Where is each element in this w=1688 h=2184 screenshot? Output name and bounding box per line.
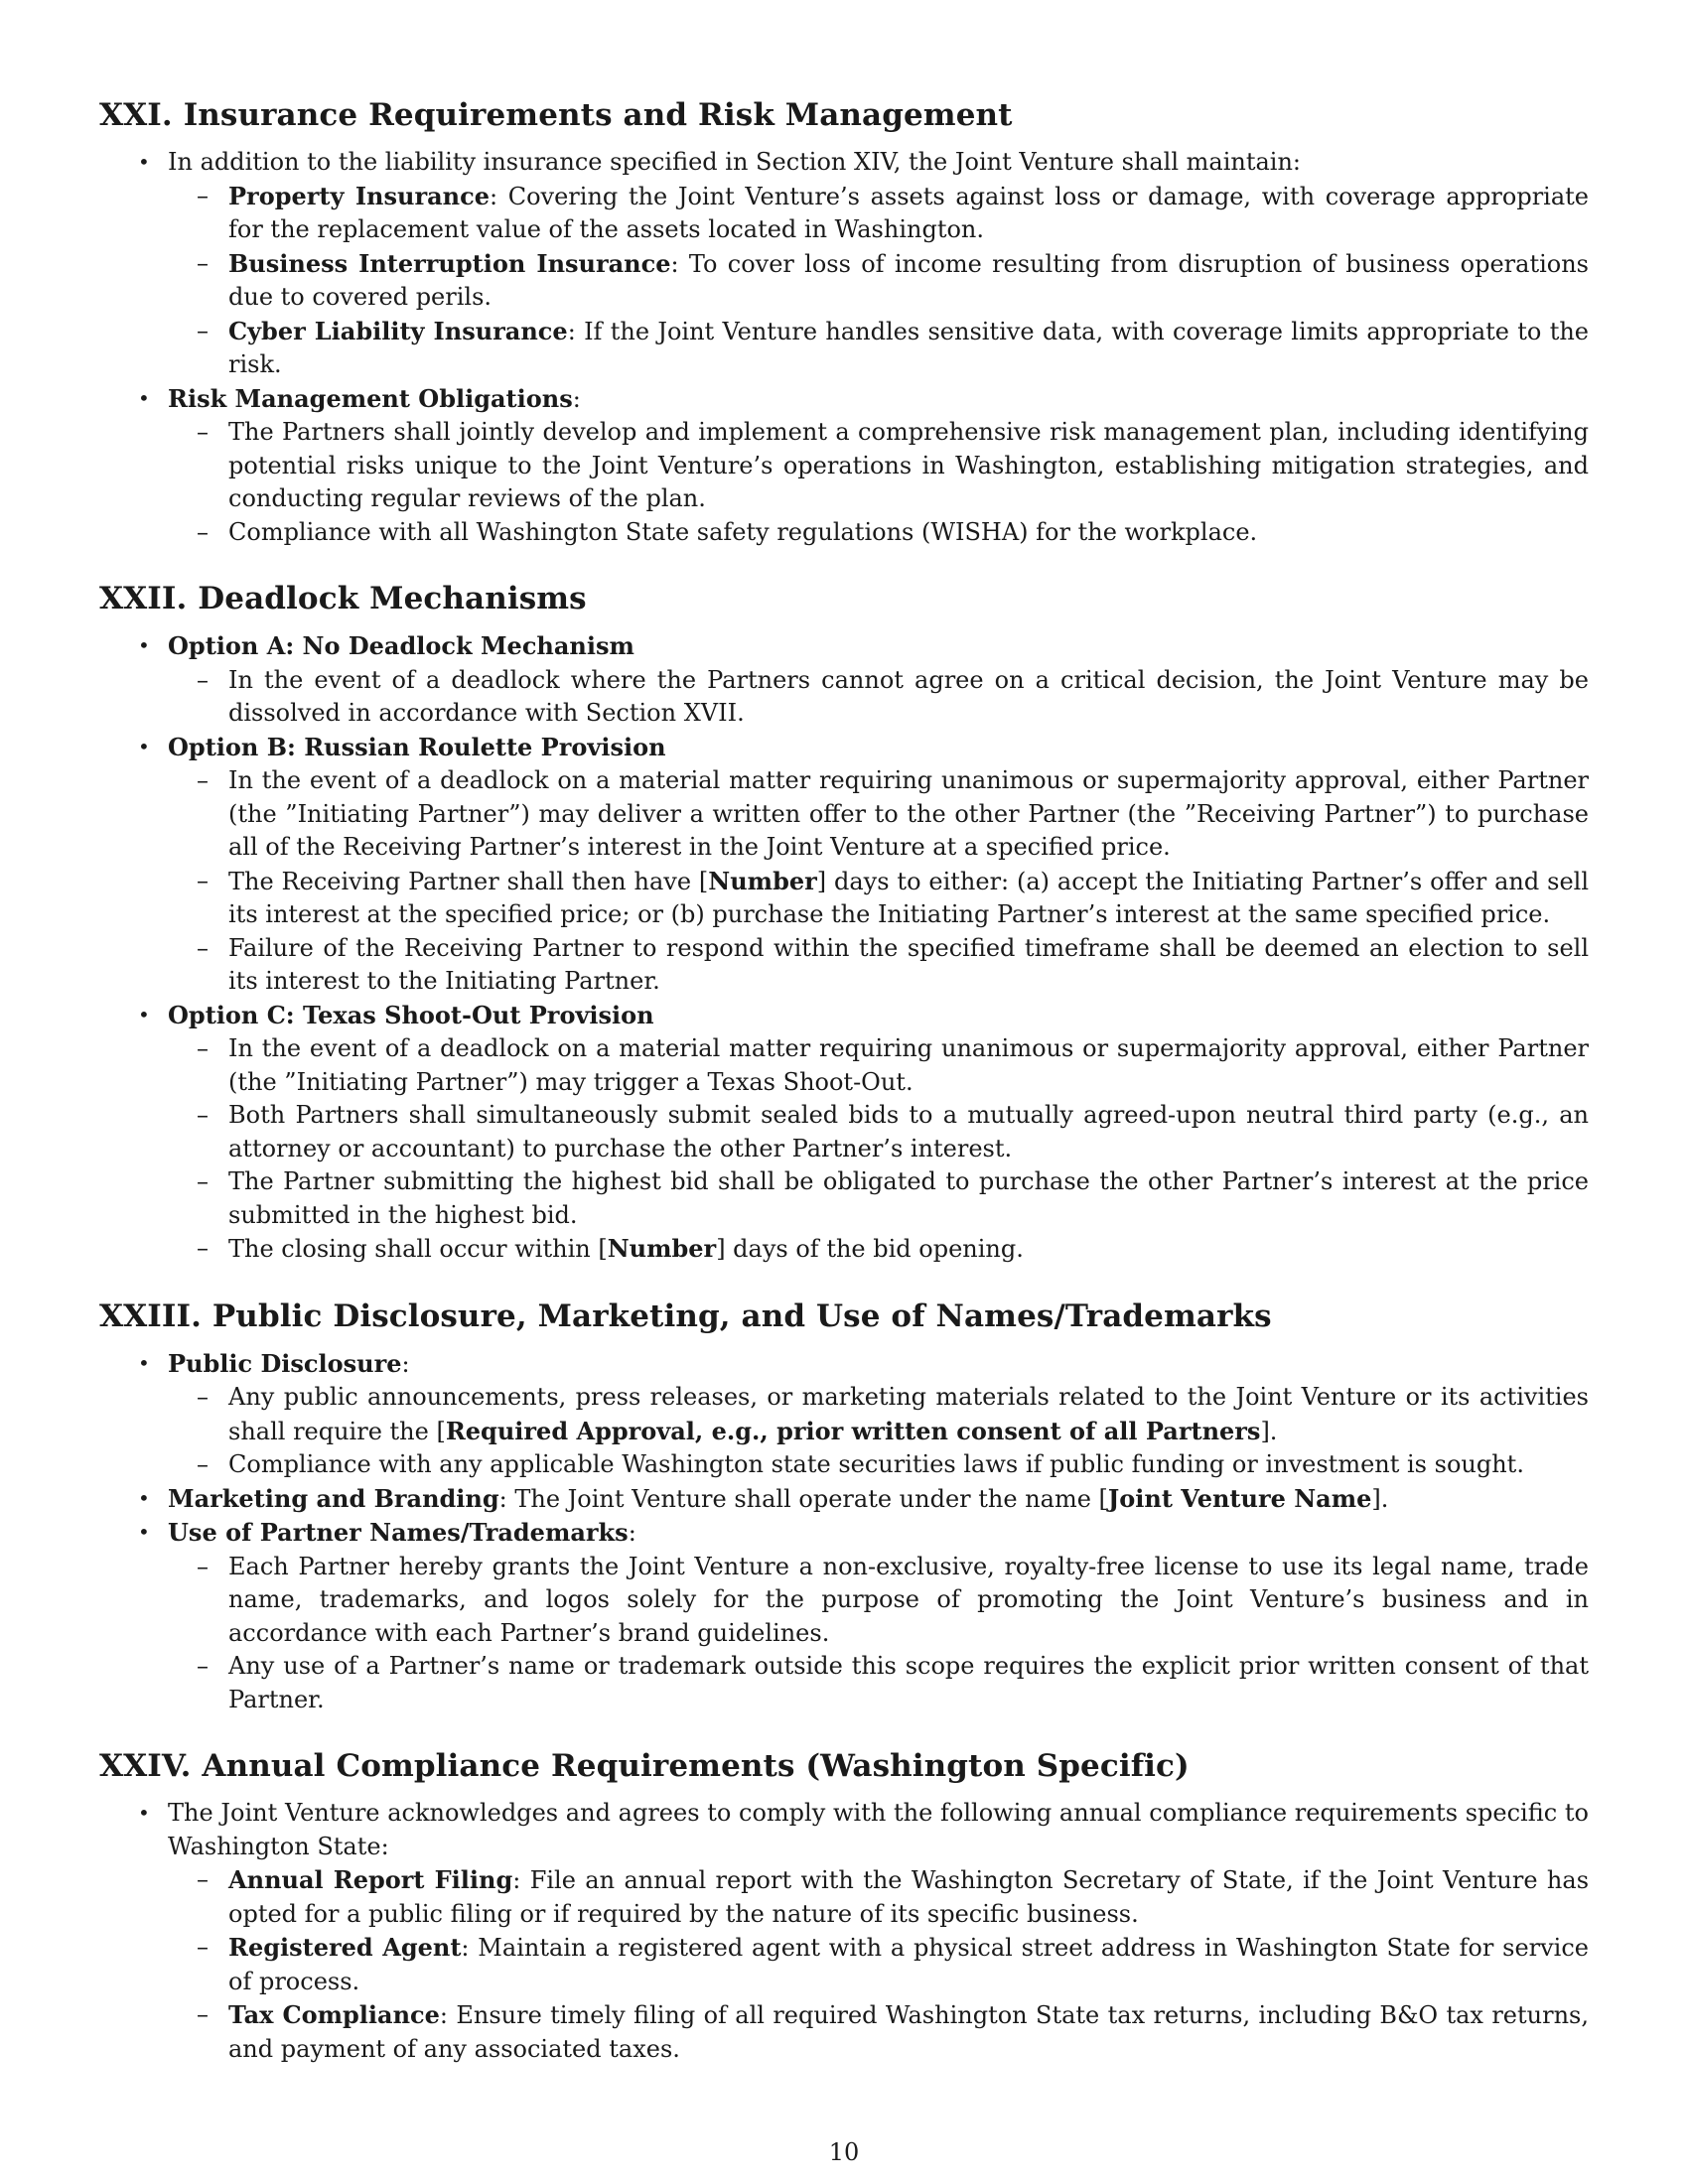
bold-term: Public Disclosure [168, 1348, 402, 1378]
item-text: : File an annual report with the Washington Secretary of State, if the Joint Venture has opted for a public filing or if required by the nature of its specific business. [228, 1866, 1590, 1928]
item-text: In addition to the liability insurance specified in Section XIV, the Joint Venture shall maintain: [168, 148, 1301, 176]
page-number: 10 [828, 2138, 860, 2166]
dash-icon: – [197, 1383, 209, 1411]
bullet-icon: • [138, 1520, 150, 1544]
bold-term: Registered Agent [228, 1933, 462, 1962]
item-text: : Maintain a registered agent with a physical street address in Washington State for service of process. [228, 1934, 1589, 1995]
dash-icon: – [197, 1234, 209, 1262]
dash-icon: – [197, 1167, 209, 1195]
bullet-icon: • [138, 150, 150, 174]
item-text: Any public announcements, press releases, or marketing materials related to the Joint Venture or its activities shall require the [ [228, 1383, 1589, 1445]
bold-placeholder: Number [708, 866, 817, 895]
item-text: The Joint Venture acknowledges and agrees to comply with the following annual compliance requirements specific to Washington State: [168, 1799, 1589, 1860]
item-text: Failure of the Receiving Partner to respond within the specified timeframe shall be deemed an election to sell its interest to the Initiating Partner. [228, 933, 1589, 995]
sub-list-item [168, 1650, 1589, 1716]
section-list [99, 146, 1589, 549]
sub-list-item [168, 764, 1589, 865]
dash-icon: – [197, 1865, 209, 1893]
dash-icon: – [197, 418, 209, 446]
list-item [99, 1482, 1589, 1517]
dash-icon: – [197, 933, 209, 962]
sub-list [168, 180, 1589, 382]
list-item [99, 731, 1589, 999]
sub-list-item [168, 664, 1589, 731]
bold-placeholder: Number [607, 1234, 717, 1263]
section-list [99, 1347, 1589, 1717]
section-list [99, 629, 1589, 1267]
item-text: In the event of a deadlock on a material matter requiring unanimous or supermajority approval, either Partner (the ”Initiating Partner”) may trigger a Texas Shoot-Out. [228, 1034, 1589, 1096]
section-heading: XXIV. Annual Compliance Requirements (Washington Specific) [99, 1748, 1190, 1784]
dash-icon: – [197, 517, 209, 546]
item-text: ] days to either: (a) accept the Initiating Partner’s offer and sell its interest at the specified price; or (b) purchase the Initiating Partner’s interest at the same specified price. [228, 867, 1589, 928]
item-text: The Partner submitting the highest bid shall be obligated to purchase the other Partner’s interest at the price submitted in the highest bid. [228, 1167, 1589, 1229]
list-item [99, 999, 1589, 1267]
bold-placeholder: Joint Venture Name [1107, 1483, 1372, 1513]
item-text: ] days of the bid opening. [716, 1235, 1024, 1263]
item-text: The Receiving Partner shall then have [ [228, 867, 709, 895]
sub-list [168, 664, 1589, 731]
item-text: : If the Joint Venture handles sensitive data, with coverage limits appropriate to the risk. [228, 317, 1589, 378]
document-body [99, 95, 1589, 2096]
bullet-icon: • [138, 1485, 150, 1510]
item-text: Compliance with any applicable Washington state securities laws if public funding or investment is sought. [228, 1450, 1524, 1478]
sub-list-item [168, 1998, 1589, 2066]
list-item [99, 1347, 1589, 1482]
sub-list [168, 1032, 1589, 1267]
dash-icon: – [197, 248, 209, 277]
item-text: Compliance with all Washington State safety regulations (WISHA) for the workplace. [228, 517, 1258, 546]
dash-icon: – [197, 1652, 209, 1680]
sub-list [168, 764, 1589, 999]
item-text: : Covering the Joint Venture’s assets against loss or damage, with coverage appropriate for the replacement value of the assets located in Washington. [228, 182, 1589, 243]
bold-term: Option C: Texas Shoot-Out Provision [168, 1000, 654, 1029]
dash-icon: – [197, 665, 209, 694]
dash-icon: – [197, 1034, 209, 1062]
item-text: : [572, 384, 581, 413]
sub-list-item [168, 1551, 1589, 1651]
sub-list-item [168, 416, 1589, 516]
item-text: ]. [1260, 1417, 1278, 1445]
section-heading: XXII. Deadlock Mechanisms [99, 581, 587, 616]
sub-list [168, 416, 1589, 549]
bullet-icon: • [138, 633, 150, 657]
bold-term: Option B: Russian Roulette Provision [168, 732, 666, 761]
bullet-icon: • [138, 385, 150, 410]
dash-icon: – [197, 1552, 209, 1580]
item-text: : [401, 1349, 410, 1378]
dash-icon: – [197, 181, 209, 209]
item-text: : Ensure timely filing of all required Washington State tax returns, including B&O tax returns, and payment of any associated taxes. [228, 2001, 1589, 2063]
sub-list-item [168, 1381, 1589, 1448]
item-text: In the event of a deadlock on a material matter requiring unanimous or supermajority approval, either Partner (the ”Initiating Partner”) may deliver a written offer to the other Partner (the ”Receiving Partner”) to purchase all of the Receiving Partner’s interest in the Joint Venture at a specified price. [228, 766, 1589, 861]
bold-term: Business Interruption Insurance [228, 248, 671, 278]
bold-term: Marketing and Branding [168, 1483, 499, 1513]
dash-icon: – [197, 2000, 209, 2028]
section-heading: XXIII. Public Disclosure, Marketing, and Use of Names/Trademarks [99, 1297, 1272, 1334]
item-text: : The Joint Venture shall operate under the name [ [498, 1484, 1108, 1513]
section-heading: XXI. Insurance Requirements and Risk Management [99, 97, 1013, 133]
dash-icon: – [197, 866, 209, 894]
sub-list-item [168, 1448, 1589, 1482]
item-text: The closing shall occur within [ [228, 1235, 608, 1263]
bullet-icon: • [138, 1801, 150, 1825]
sub-list-item [168, 180, 1589, 247]
dash-icon: – [197, 1450, 209, 1478]
sub-list-item [168, 1931, 1589, 1998]
sub-list-item [168, 932, 1589, 999]
item-text: : [628, 1519, 636, 1547]
item-text: Any use of a Partner’s name or trademark outside this scope requires the explicit prior written consent of that Partner. [228, 1652, 1589, 1713]
item-text: : To cover loss of income resulting from disruption of business operations due to covered perils. [228, 249, 1589, 311]
bold-placeholder: Required Approval, e.g., prior written consent of all Partners [445, 1416, 1261, 1445]
sub-list-item [168, 516, 1589, 550]
dash-icon: – [197, 1933, 209, 1961]
list-item [99, 382, 1589, 550]
sub-list [168, 1381, 1589, 1482]
sub-list-item [168, 865, 1589, 932]
sub-list-item [168, 1165, 1589, 1232]
bold-term: Annual Report Filing [228, 1865, 513, 1894]
section-list [99, 1797, 1589, 2066]
bullet-icon: • [138, 1002, 150, 1026]
sub-list [168, 1551, 1589, 1717]
sub-list-item [168, 1232, 1589, 1267]
sub-list [168, 1863, 1589, 2066]
sub-list-item [168, 1032, 1589, 1099]
sub-list-item [168, 1863, 1589, 1931]
bullet-icon: • [138, 1350, 150, 1375]
bold-term: Tax Compliance [228, 2000, 440, 2029]
item-text: In the event of a deadlock where the Partners cannot agree on a critical decision, the Joint Venture may be dissolved in accordance with Section XVII. [228, 665, 1589, 727]
item-text: ]. [1371, 1484, 1389, 1513]
bold-term: Risk Management Obligations [168, 383, 573, 413]
dash-icon: – [197, 766, 209, 794]
bold-term: Property Insurance [228, 181, 490, 210]
dash-icon: – [197, 316, 209, 344]
bold-term: Cyber Liability Insurance [228, 316, 568, 345]
bullet-icon: • [138, 734, 150, 758]
list-item [99, 146, 1589, 382]
item-text: The Partners shall jointly develop and implement a comprehensive risk management plan, including identifying potential risks unique to the Joint Venture’s operations in Washington, establishing mitigation strategies, and conducting regular reviews of the plan. [228, 418, 1589, 512]
list-item [99, 629, 1589, 731]
bold-term: Option A: No Deadlock Mechanism [168, 631, 634, 660]
item-text: Both Partners shall simultaneously submit sealed bids to a mutually agreed-upon neutral third party (e.g., an attorney or accountant) to purchase the other Partner’s interest. [228, 1101, 1589, 1162]
bold-term: Use of Partner Names/Trademarks [168, 1518, 629, 1547]
sub-list-item [168, 1099, 1589, 1165]
list-item [99, 1516, 1589, 1716]
sub-list-item [168, 247, 1589, 315]
list-item [99, 1797, 1589, 2066]
sub-list-item [168, 315, 1589, 382]
item-text: Each Partner hereby grants the Joint Venture a non-exclusive, royalty-free license to use its legal name, trade name, trademarks, and logos solely for the purpose of promoting the Joint Venture’s business and in accordance with each Partner’s brand guidelines. [228, 1552, 1589, 1647]
dash-icon: – [197, 1101, 209, 1129]
